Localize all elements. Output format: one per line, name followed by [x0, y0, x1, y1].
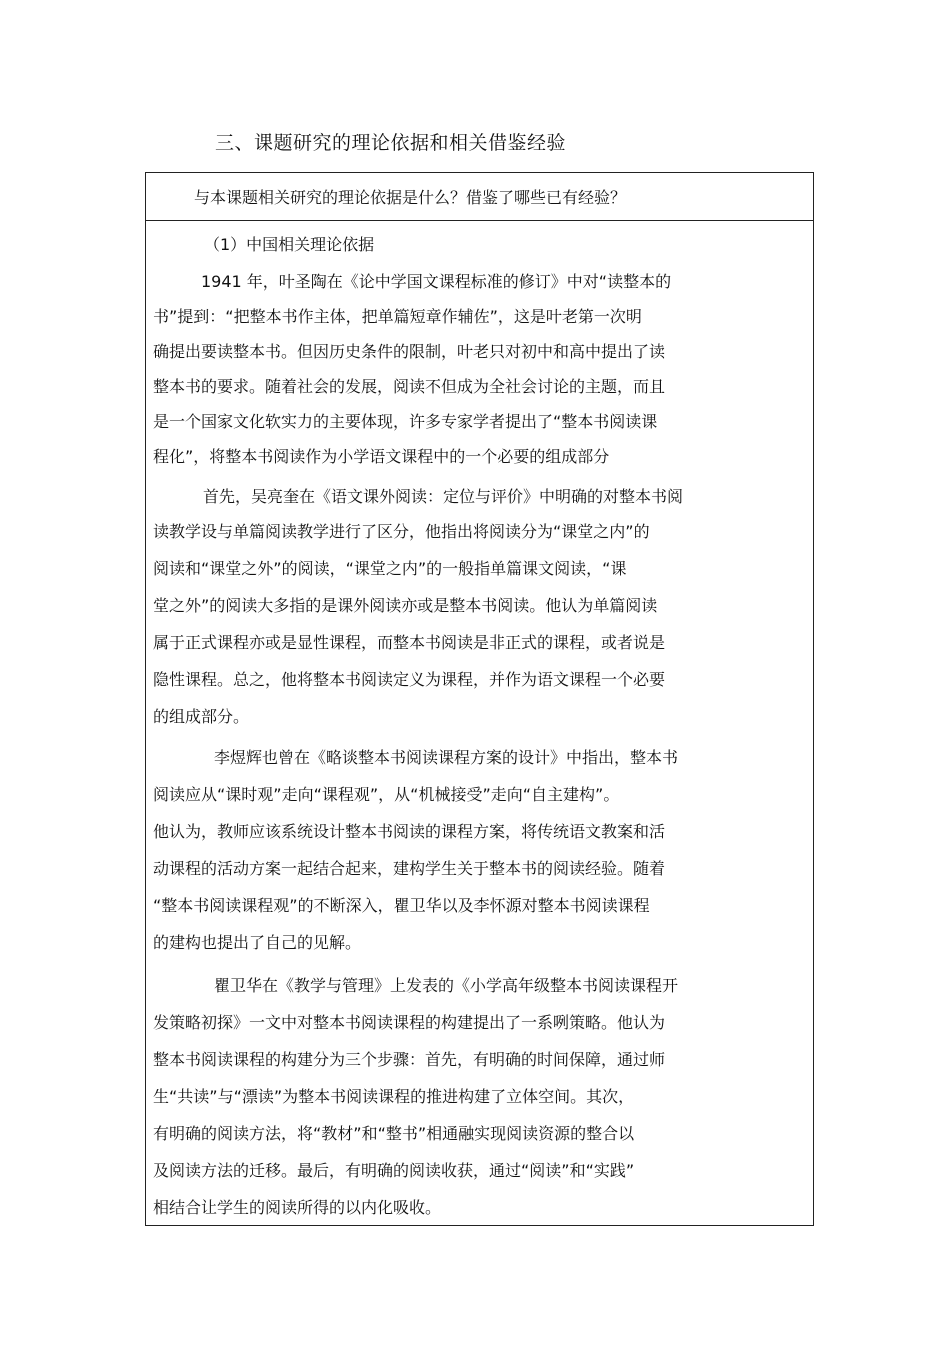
question-cell	[146, 173, 813, 221]
paragraph-line: 发策略初探》一文中对整本书阅读课程的构建提出了一系咧策略。他认为	[153, 1013, 666, 1032]
paragraph-line: 隐性课程。总之，他将整本书阅读定义为课程，并作为语文课程一个必要	[153, 670, 666, 689]
paragraph-line: 他认为，教师应该系统设计整本书阅读的课程方案，将传统语文教案和活	[153, 822, 666, 841]
paragraph-line: 书”提到：“把整本书作主体，把单篇短章作辅佐”，这是叶老第一次明	[153, 307, 642, 326]
paragraph-line: 确提出要读整本书。但因历史条件的限制，叶老只对初中和高中提出了读	[153, 342, 666, 361]
question-text: 与本课题相关研究的理论依据是什么？借鉴了哪些已有经验？	[194, 188, 627, 207]
paragraph-line: 及阅读方法的迁移。最后，有明确的阅读收获，通过“阅读”和“实践”	[153, 1161, 635, 1180]
paragraph-line: 整本书的要求。随着社会的发展，阅读不但成为全社会讨论的主题，而且	[153, 377, 666, 396]
paragraph-line: 程化”，将整本书阅读作为小学语文课程中的一个必要的组成部分	[153, 447, 610, 466]
paragraph-line: 瞿卫华在《教学与管理》上发表的《小学高年级整本书阅读课程开	[214, 976, 679, 995]
paragraph-line: 读教学设与单篇阅读教学进行了区分，他指出将阅读分为“课堂之内”的	[153, 522, 650, 541]
paragraph-line: 李煜辉也曾在《略谈整本书阅读课程方案的设计》中指出，整本书	[214, 748, 679, 767]
research-table	[145, 172, 814, 1226]
paragraph-line: 堂之外”的阅读大多指的是课外阅读亦或是整本书阅读。他认为单篇阅读	[153, 596, 658, 615]
subheading: （1）中国相关理论依据	[204, 235, 375, 254]
paragraph-line: 相结合让学生的阅读所得的以内化吸收。	[153, 1198, 442, 1217]
paragraph-line: 有明确的阅读方法，将“教材”和“整书”相通融实现阅读资源的整合以	[153, 1124, 635, 1143]
paragraph-line: 的建构也提出了自己的见解。	[153, 933, 362, 952]
paragraph-line: 属于正式课程亦或是显性课程，而整本书阅读是非正式的课程，或者说是	[153, 633, 666, 652]
paragraph-line: 动课程的活动方案一起结合起来，建构学生关于整本书的阅读经验。随着	[153, 859, 666, 878]
paragraph-line: 的组成部分。	[153, 707, 250, 726]
paragraph-line: 阅读和“课堂之外”的阅读，“课堂之内”的一般指单篇课文阅读，“课	[153, 559, 627, 578]
paragraph-line: 首先，吴亮奎在《语文课外阅读：定位与评价》中明确的对整本书阅	[203, 487, 684, 506]
paragraph-line: 阅读应从“课时观”走向“课程观”，从“机械接受”走向“自主建构”。	[153, 785, 620, 804]
paragraph-line: 整本书阅读课程的构建分为三个步骤：首先，有明确的时间保障，通过师	[153, 1050, 666, 1069]
section-heading: 三、课题研究的理论依据和相关借鉴经验	[215, 132, 567, 154]
paragraph-line: 1941 年，叶圣陶在《论中学国文课程标准的修订》中对“读整本的	[201, 272, 672, 291]
paragraph-line: “整本书阅读课程观”的不断深入，瞿卫华以及李怀源对整本书阅读课程	[153, 896, 650, 915]
paragraph-line: 生“共读”与“漂读”为整本书阅读课程的推进构建了立体空间。其次，	[153, 1087, 635, 1106]
paragraph-line: 是一个国家文化软实力的主要体现，许多专家学者提出了“整本书阅读课	[153, 412, 658, 431]
